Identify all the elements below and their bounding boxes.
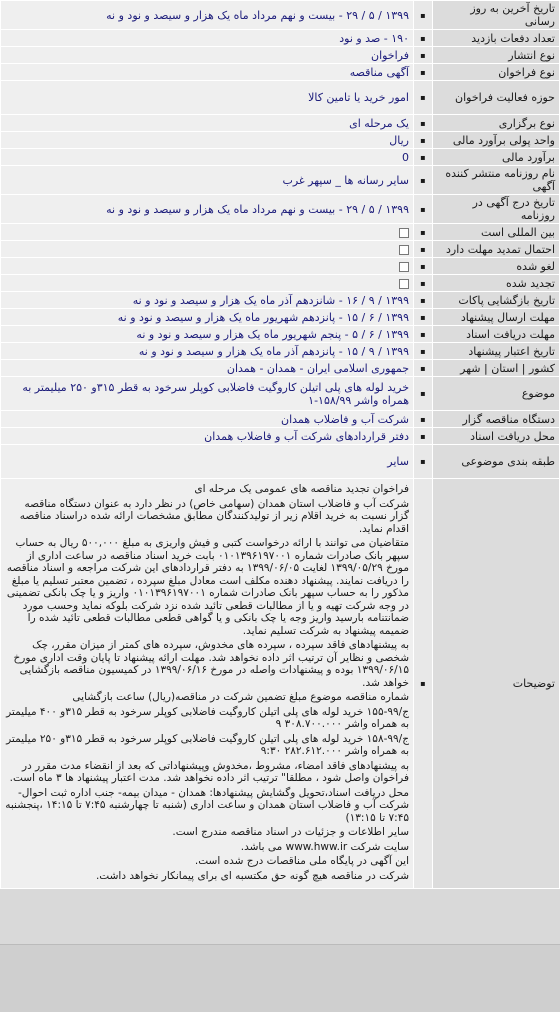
detail-row <box>1 309 560 326</box>
description-paragraph: به پیشنهادهای فاقد امضاء، مشروط ،مخدوش وپیشنهاداتی که بعد از انقضاء مدت مقرر در فراخوان واصل شود ، مطلقا" ترتیب اثر داده نخواهد شد. مدت اعتبار پیشنهاد ها ۳ ماه است. <box>9 759 409 784</box>
checkbox-icon <box>399 228 409 238</box>
checkbox-icon <box>399 279 409 289</box>
detail-label: بین المللی است <box>433 224 560 241</box>
detail-row <box>1 81 560 115</box>
detail-label: طبقه بندی موضوعی <box>433 445 560 479</box>
detail-value <box>1 47 414 64</box>
bullet-icon: ▪ <box>414 292 433 309</box>
description-paragraph: فراخوان تجدید مناقصه های عمومی یک مرحله ای <box>194 483 409 495</box>
description-paragraph: متقاضیان می توانند با ارائه درخواست کتبی و فیش واریزی به مبلغ ۵۰۰,۰۰۰ ریال به حساب سپهر بانک صادرات شماره ۰۱۰۱۳۹۶۱۹۷۰۰۱ بابت خرید اسناد مناقصه در ساعت اداری از مورخ ۱۳۹۹/۰۵/۲۹ لغایت ۱۳۹۹/۰۶/۰۵ به دفتر قراردادهای این شرکت مراجعه و اسناد مناقصه را دریافت نمایند. پیشنهاد دهنده مکلف است معادل مبلغ سپرده ، تضمین معتبر تسلیم یا مبلغ مذکور را به حساب سپهر بانک صادرات شماره ۰۱۰۱۳۹۶۱۹۷۰۰۱ واریز و یا چک بانکی تضمینی در وجه شرکت تهیه و یا از مطالبات قطعی تائید شده نزد شرکت بلوکه نماید وحسب مورد ضمانتنامه بارسید واریز وجه یا چک بانکی و یا گواهی قطعی مطالبات قطعی تائید شده را ضمیمه پیشنهاد به شرکت تسلیم نماید. <box>6 537 409 637</box>
detail-row <box>1 377 560 411</box>
detail-value-text: دفتر قراردادهای شرکت آب و فاضلاب همدان <box>204 429 409 443</box>
detail-label: احتمال تمدید مهلت دارد <box>433 241 560 258</box>
detail-label: نام روزنامه منتشر کننده آگهی <box>433 166 560 195</box>
bullet-icon: ▪ <box>414 115 433 132</box>
detail-label: واحد پولی برآورد مالی <box>433 132 560 149</box>
detail-value <box>1 275 414 292</box>
detail-row <box>1 195 560 224</box>
detail-value-text: جمهوری اسلامی ایران - همدان - همدان <box>226 361 409 375</box>
detail-label: لغو شده <box>433 258 560 275</box>
detail-value-text: شرکت آب و فاضلاب همدان <box>281 412 409 426</box>
detail-value <box>1 326 414 343</box>
detail-value <box>1 309 414 326</box>
detail-value-text: یک مرحله ای <box>349 116 409 130</box>
detail-label: دستگاه مناقصه گزار <box>433 411 560 428</box>
detail-row <box>1 411 560 428</box>
detail-value-text: سایر <box>387 455 409 468</box>
detail-label: نوع فراخوان <box>433 64 560 81</box>
description-row <box>1 479 560 889</box>
detail-value <box>1 428 414 445</box>
checkbox-icon <box>399 245 409 255</box>
detail-row <box>1 275 560 292</box>
detail-label: موضوع <box>433 377 560 411</box>
description-paragraph: شماره مناقصه موضوع مبلغ تضمین شرکت در مناقصه(ریال) ساعت بازگشایی <box>72 691 409 703</box>
detail-row <box>1 343 560 360</box>
detail-value-text: ریال <box>389 133 409 147</box>
detail-value <box>1 81 414 115</box>
detail-value <box>1 258 414 275</box>
detail-label: مهلت دریافت اسناد <box>433 326 560 343</box>
detail-row <box>1 445 560 479</box>
detail-value <box>1 445 414 479</box>
detail-value <box>1 149 414 166</box>
description-paragraph: سایر اطلاعات و جزئیات در اسناد مناقصه مندرج است. <box>172 826 409 838</box>
description-text <box>1 479 414 889</box>
detail-label: حوزه فعالیت فراخوان <box>433 81 560 115</box>
detail-value <box>1 241 414 258</box>
detail-value-text: ۱۳۹۹ / ۶ / ۵ - پنجم شهریور ماه یک هزار و سیصد و نود و نه <box>136 327 409 341</box>
detail-label: مهلت ارسال پیشنهاد <box>433 309 560 326</box>
detail-row <box>1 258 560 275</box>
detail-label: تجدید شده <box>433 275 560 292</box>
bullet-icon: ▪ <box>414 224 433 241</box>
detail-value <box>1 115 414 132</box>
detail-row <box>1 64 560 81</box>
detail-label: نوع انتشار <box>433 47 560 64</box>
bullet-icon: ▪ <box>414 377 433 411</box>
detail-value <box>1 166 414 195</box>
bullet-icon: ▪ <box>414 258 433 275</box>
description-paragraph: ج/۹۹-۱۵۵ خرید لوله های پلی اتیلن کاروگیت فاضلابی کوپلر سرخود به قطر ۳۱۵و ۴۰۰ میلیمتر به همراه واشر ۳۰۸.۷۰۰.۰۰۰ ۹ <box>6 705 409 730</box>
bullet-icon: ▪ <box>414 195 433 224</box>
detail-row <box>1 360 560 377</box>
bullet-icon: ▪ <box>414 309 433 326</box>
detail-row <box>1 132 560 149</box>
detail-label: تاریخ درج آگهی در روزنامه <box>433 195 560 224</box>
bullet-icon: ▪ <box>414 64 433 81</box>
bullet-icon: ▪ <box>414 149 433 166</box>
bullet-icon: ▪ <box>414 47 433 64</box>
description-label: توضیحات <box>433 479 560 889</box>
description-paragraph: ج/۹۹-۱۵۸ خرید لوله های پلی اتیلن کاروگیت فاضلابی کوپلر سرخود به قطر ۳۱۵و ۲۵۰ میلیمتر به همراه واشر ۲۸۲.۶۱۲.۰۰۰ ۹:۳۰ <box>6 732 409 757</box>
detail-row <box>1 428 560 445</box>
bullet-icon: ▪ <box>414 275 433 292</box>
detail-value-text: ۱۳۹۹ / ۵ / ۲۹ - بیست و نهم مرداد ماه یک هزار و سیصد و نود و نه <box>106 202 409 216</box>
detail-row <box>1 47 560 64</box>
detail-value <box>1 195 414 224</box>
detail-value <box>1 132 414 149</box>
detail-value <box>1 411 414 428</box>
detail-row <box>1 115 560 132</box>
detail-label: تعداد دفعات بازدید <box>433 30 560 47</box>
detail-row <box>1 30 560 47</box>
detail-label: کشور | استان | شهر <box>433 360 560 377</box>
detail-row <box>1 1 560 30</box>
detail-label: محل دریافت اسناد <box>433 428 560 445</box>
checkbox-icon <box>399 262 409 272</box>
detail-value-text: 0 <box>402 150 409 164</box>
bullet-icon: ▪ <box>414 241 433 258</box>
detail-value <box>1 224 414 241</box>
footer-band <box>0 944 560 1012</box>
detail-row <box>1 166 560 195</box>
bullet-icon: ▪ <box>414 1 433 30</box>
detail-label: نوع برگزاری <box>433 115 560 132</box>
detail-label: برآورد مالی <box>433 149 560 166</box>
bullet-icon: ▪ <box>414 411 433 428</box>
description-paragraph: سایت شرکت www.hww.ir می باشد. <box>240 840 409 853</box>
detail-value <box>1 1 414 30</box>
bullet-icon: ▪ <box>414 166 433 195</box>
detail-value-text: ۱۳۹۹ / ۹ / ۱۵ - پانزدهم آذر ماه یک هزار و سیصد و نود و نه <box>138 344 409 358</box>
detail-value-text: فراخوان <box>370 48 409 62</box>
detail-value <box>1 377 414 411</box>
description-paragraph: شرکت در مناقصه هیچ گونه حق مکتسبه ای برای پیمانکار نخواهد داشت. <box>95 869 409 882</box>
detail-value-text: خرید لوله های پلی اتیلن کاروگیت فاضلابی کوپلر سرخود به قطر ۳۱۵و ۲۵۰ میلیمتر به همراه واشر ۱۵۸/۹۹-۱ <box>22 380 409 407</box>
detail-value-text: ۱۳۹۹ / ۵ / ۲۹ - بیست و نهم مرداد ماه یک هزار و سیصد و نود و نه <box>106 8 409 22</box>
description-paragraph: محل دریافت اسناد،تحویل وگشایش پیشنهادها: همدان - میدان بیمه- جنب اداره ثبت احوال- شرکت آب و فاضلاب استان همدان و ساعت اداری (شنبه تا چهارشنبه ۷:۴۵ تا ۱۴:۱۵ ،پنجشنبه ۷:۴۵ تا ۱۳:۱۵) <box>5 786 409 824</box>
detail-row <box>1 292 560 309</box>
bullet-icon: ▪ <box>414 428 433 445</box>
description-paragraph: شرکت آب و فاضلاب استان همدان (سهامی خاص) در نظر دارد به عنوان دستگاه مناقصه گزار نسبت به خرید اقلام زیر از تولیدکنندگان مطابق مشخصات ارائه شده دراسناد مناقصه اقدام نماید. <box>19 497 409 535</box>
detail-label: تاریخ اعتبار پیشنهاد <box>433 343 560 360</box>
description-paragraph: به پیشنهادهای فاقد سپرده ، سپرده های مخدوش، سپرده های کمتر از میزان مقرر، چک شخصی و نظایر آن ترتیب اثر داده نخواهد شد. مهلت ارائه پیشنهاد تا پایان وقت اداری مورخ ۱۳۹۹/۰۶/۱۵ بوده و پیشنهادات واصله در مورخ ۱۳۹۹/۰۶/۱۶ در کمیسیون مناقصه بازگشایی خواهد شد. <box>13 639 409 689</box>
detail-label: تاریخ بازگشایی پاکات <box>433 292 560 309</box>
bullet-icon: ▪ <box>414 132 433 149</box>
bullet-icon: ▪ <box>414 479 433 889</box>
detail-value <box>1 64 414 81</box>
description-paragraph: این آگهی در پایگاه ملی مناقصات درج شده است. <box>194 855 409 867</box>
bullet-icon: ▪ <box>414 360 433 377</box>
bullet-icon: ▪ <box>414 81 433 115</box>
detail-value-text: آگهی مناقصه <box>349 65 409 79</box>
detail-row <box>1 149 560 166</box>
bullet-icon: ▪ <box>414 326 433 343</box>
detail-value-text: ۱۹۰ - صد و نود <box>339 31 409 45</box>
detail-value-text: سایر رسانه ها _ سپهر غرب <box>282 173 409 187</box>
bullet-icon: ▪ <box>414 30 433 47</box>
detail-value <box>1 343 414 360</box>
detail-value <box>1 360 414 377</box>
detail-value-text: ۱۳۹۹ / ۹ / ۱۶ - شانزدهم آذر ماه یک هزار و سیصد و نود و نه <box>132 293 409 307</box>
detail-value <box>1 30 414 47</box>
bullet-icon: ▪ <box>414 343 433 360</box>
detail-row <box>1 241 560 258</box>
detail-value-text: ۱۳۹۹ / ۶ / ۱۵ - پانزدهم شهریور ماه یک هزار و سیصد و نود و نه <box>117 310 409 324</box>
detail-row <box>1 224 560 241</box>
detail-value-text: امور خرید یا تامین کالا <box>308 91 409 104</box>
detail-value <box>1 292 414 309</box>
detail-label: تاریخ آخرین به روز رسانی <box>433 1 560 30</box>
detail-row <box>1 326 560 343</box>
bullet-icon: ▪ <box>414 445 433 479</box>
